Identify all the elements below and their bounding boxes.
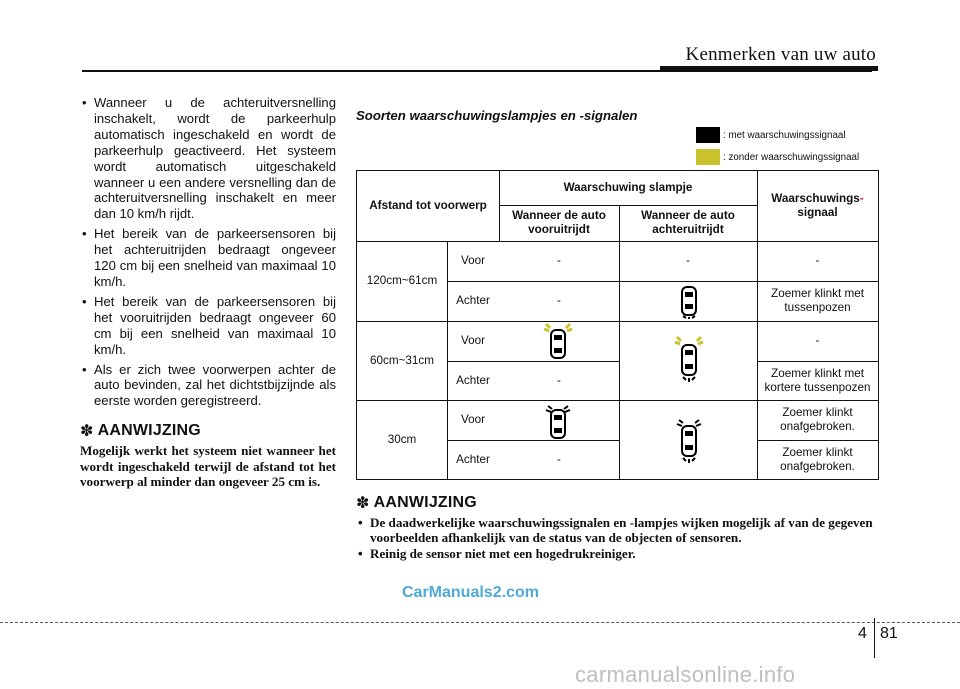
page-number-separator [874, 618, 875, 658]
signal-cell: Zoemer klinkt onafgebroken. [780, 406, 855, 433]
bottom-note [356, 493, 881, 561]
forward-cell: - [557, 254, 561, 267]
position-voor: Voor [460, 254, 486, 267]
distance-cell: 30cm [387, 432, 417, 446]
legend-swatch-yellow [696, 149, 720, 165]
signal-cell: - [815, 334, 820, 347]
note-heading [80, 421, 336, 441]
bullet-item: • Het bereik van de parkeersensoren bij het achteruitrijden bedraagt ongeveer 120 cm bij een snelheid van maximaal 10 km/h. [80, 226, 336, 290]
position-achter: Achter [456, 294, 490, 307]
distance-cell: 120cm~61cm [366, 274, 438, 287]
note-body: Mogelijk werkt het systeem niet wanneer het wordt ingeschakeld terwijl de afstand tot het voorwerp al minder dan ongeveer 25 cm is. [80, 443, 336, 490]
header-signal-sub: signaal [797, 206, 838, 219]
bullet-list [80, 95, 336, 409]
car-front-rear-mixed-icon [673, 335, 705, 385]
legend [696, 126, 886, 170]
forward-cell: - [557, 452, 561, 466]
legend-item-with-signal [696, 126, 886, 144]
position-achter: Achter [456, 373, 490, 387]
signal-cell: - [815, 254, 820, 267]
forward-cell: - [557, 373, 561, 387]
legend-label: : zonder waarschuwingssignaal [723, 151, 860, 163]
note-heading-label: AANWIJZING [373, 494, 477, 511]
position-voor: Voor [460, 334, 486, 347]
position-achter: Achter [456, 452, 490, 466]
right-column [356, 108, 880, 163]
note-bullet-item: • Reinig de sensor niet met een hogedrukreiniger. [356, 546, 881, 561]
section-title: Soorten waarschuwingslampjes en -signalen [356, 108, 638, 123]
signal-cell: Zoemer klinkt onafgebroken. [780, 445, 855, 473]
header-lamp: Waarschuwing slampje [563, 181, 693, 194]
legend-item-without-signal [696, 148, 886, 166]
warning-table [356, 170, 879, 480]
footer-dashed-rule [0, 622, 960, 623]
header-signal-dash: - [859, 192, 864, 205]
signal-cell: Zoemer klinkt met kortere tussenpozen [764, 366, 871, 394]
left-column [80, 95, 336, 489]
position-voor: Voor [460, 413, 486, 426]
note-bullet-item: • De daadwerkelijke waarschuwingssignalen en -lampjes wijken mogelijk af van de gegeven voorbeelden afhankelijk van de status van de objecten of sensoren. [356, 515, 881, 546]
watermark-link[interactable]: CarManuals2.com [402, 584, 539, 601]
car-rear-signal-icon [677, 283, 701, 319]
legend-swatch-black [696, 127, 720, 143]
forward-cell: - [557, 294, 561, 307]
car-front-rear-signal-icon [673, 416, 705, 466]
header-distance: Afstand tot voorwerp [369, 199, 487, 212]
reverse-cell: - [686, 254, 690, 267]
bullet-item: • Als er zich twee voorwerpen achter de auto bevinden, zal het dichtstbijzijnde als eerste worden geregistreerd. [80, 362, 336, 410]
note-bullet-list [356, 515, 881, 561]
car-front-signal-icon [542, 402, 574, 440]
note-star-icon: ✽ [80, 423, 94, 441]
chapter-number: 4 [858, 625, 867, 642]
note-heading [356, 493, 881, 513]
note-star-icon: ✽ [356, 495, 370, 512]
header-reverse: Wanneer de auto achteruitrijdt [641, 209, 735, 236]
header-rule-accent [660, 66, 878, 71]
header-signal [757, 171, 878, 241]
header-forward: Wanneer de auto vooruitrijdt [512, 209, 606, 236]
page-header-title: Kenmerken van uw auto [685, 44, 876, 65]
bullet-item: • Het bereik van de parkeersensoren bij het vooruitrijden bedraagt ongeveer 60 cm bij een snelheid van maximaal 10 km/h. [80, 294, 336, 358]
car-front-no-signal-icon [542, 322, 574, 360]
distance-cell: 60cm~31cm [370, 353, 434, 367]
legend-label: : met waarschuwingssignaal [723, 129, 846, 141]
note-heading-label: AANWIJZING [97, 422, 201, 440]
page-number: 81 [880, 625, 898, 642]
bullet-item: • Wanneer u de achteruitversnelling inschakelt, wordt de parkeerhulp automatisch ingeschakeld en wordt de parkeerhulp geactiveerd. Het systeem wordt automatisch uitgeschakeld wanneer u een andere versnelling dan de achteruitversnelling inschakelt en meer dan 10 km/h rijdt. [80, 95, 336, 222]
footer-site-watermark: carmanualsonline.info [575, 662, 796, 687]
header-signal-main: Waarschuwings [771, 192, 860, 205]
signal-cell: Zoemer klinkt met tussenpozen [771, 287, 864, 314]
